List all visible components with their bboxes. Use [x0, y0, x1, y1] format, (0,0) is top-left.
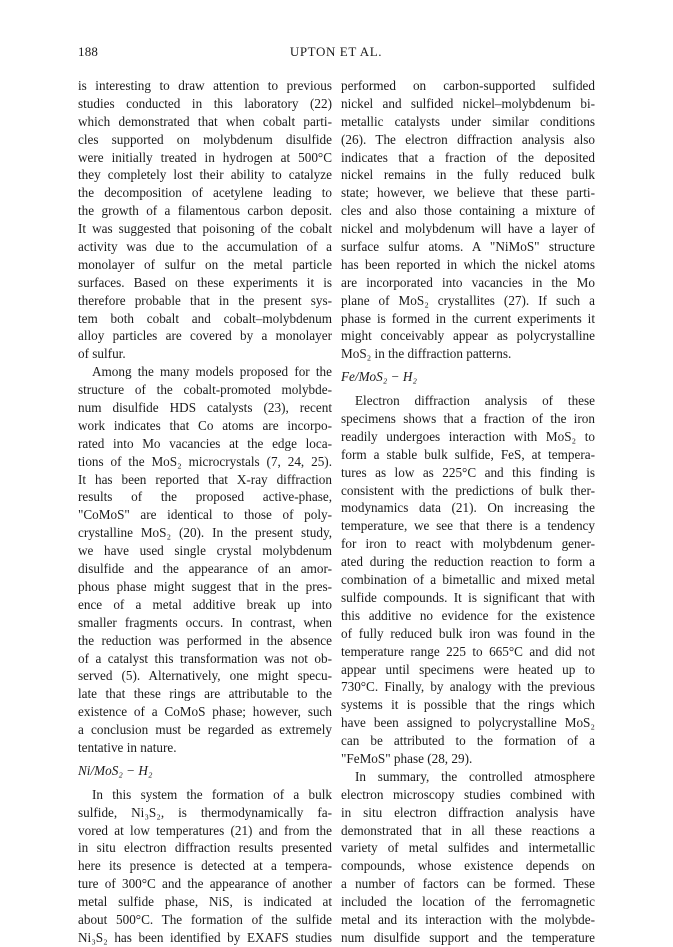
- text-line: of sulfur.: [78, 346, 126, 362]
- text-line: It was suggested that poisoning of the cobalt: [78, 221, 332, 237]
- text-line: metal sulfide phase, NiS, is indicated at: [78, 894, 332, 910]
- text-line: therefore probable that in the present sys-: [78, 292, 332, 308]
- section-heading-ni-mos2: Ni/MoS₂ − H₂: [78, 762, 153, 778]
- text-line: here its presence is detected at a tempera-: [78, 858, 332, 874]
- text-line: metallic catalysts under similar conditions: [341, 113, 595, 129]
- text-line: is interesting to draw attention to previous: [78, 78, 332, 93]
- text-line: electron microscopy studies combined with: [341, 786, 595, 802]
- text-line: served (5). Alternatively, one might specu-: [78, 668, 332, 684]
- text-line: about 500°C. The formation of the sulfide: [78, 911, 332, 927]
- text-line: metal and its interaction with the molybde-: [341, 911, 595, 927]
- text-line: a number of factors can be formed. These: [341, 876, 595, 892]
- text-line: ated during the reduction reaction to form a: [341, 554, 595, 570]
- text-line: which demonstrated that when cobalt parti-: [78, 113, 332, 129]
- text-line: are incorporated into vacancies in the Mo: [341, 274, 595, 290]
- paragraph: [78, 363, 332, 757]
- text-line: form a stable bulk sulfide, FeS, at tempera-: [341, 446, 595, 462]
- text-line: existence of a CoMoS phase; however, such: [78, 704, 332, 720]
- text-line: in situ electron diffraction analysis have: [341, 804, 595, 820]
- text-line: the decomposition of acetylene leading to: [78, 185, 332, 201]
- text-line: In summary, the controlled atmosphere: [355, 768, 595, 784]
- text-line: plane of MoS₂ crystallites (27). If such a: [341, 292, 595, 308]
- section-heading-fe-mos2: Fe/MoS₂ − H₂: [341, 369, 417, 385]
- text-line: vored at low temperatures (21) and from the: [78, 822, 332, 838]
- text-line: nickel and sulfided nickel–molybdenum bi-: [341, 95, 595, 111]
- text-line: has been reported in which the nickel atoms: [341, 256, 595, 272]
- paragraph: [341, 768, 595, 947]
- text-line: (26). The electron diffraction analysis also: [341, 131, 595, 147]
- text-line: a conclusion must be regarded as extremely: [78, 722, 332, 738]
- page-number: 188: [78, 44, 99, 59]
- text-line: cles supported on molybdenum disulfide: [78, 131, 332, 147]
- text-line: In this system the formation of a bulk: [92, 786, 332, 802]
- text-line: combination of a bimetallic and mixed metal: [341, 572, 595, 588]
- text-line: in situ electron diffraction results presented: [78, 840, 332, 856]
- text-line: can be attributed to the formation of a: [341, 733, 595, 749]
- text-line: disulfide and the appearance of an amor-: [78, 561, 332, 577]
- text-line: for iron to react with molybdenum gener-: [341, 536, 595, 552]
- text-line: modynamics data (21). On increasing the: [341, 500, 595, 516]
- text-line: sulfide, Ni₃S₂, is thermodynamically fa-: [78, 804, 332, 820]
- text-line: MoS₂ in the diffraction patterns.: [341, 346, 512, 362]
- text-line: cles and also those containing a mixture of: [341, 203, 595, 219]
- text-line: included the location of the ferromagnetic: [341, 894, 595, 910]
- text-line: were initially treated in hydrogen at 500°C: [78, 149, 332, 165]
- text-line: might conceivably appear as polycrystalline: [341, 328, 595, 344]
- text-line: smaller fragments occurs. In contrast, when: [78, 614, 332, 630]
- text-line: indicates that a fraction of the deposited: [341, 149, 595, 165]
- text-line: sulfide compounds. It is significant that with: [341, 589, 595, 605]
- text-line: specimens shows that a fraction of the iron: [341, 411, 595, 427]
- text-line: activity was due to the accumulation of a: [78, 239, 332, 255]
- text-line: late that these rings are attributable to the: [78, 686, 332, 702]
- text-line: tem both cobalt and cobalt–molybdenum: [78, 310, 332, 326]
- text-line: compounds, whose existence depends on: [341, 858, 595, 874]
- text-line: surfaces. Based on these experiments it is: [78, 274, 332, 290]
- text-line: rated into Mo vacancies at the edge loca-: [78, 435, 332, 451]
- text-line: appear until specimens were heated up to: [341, 661, 595, 677]
- text-line: surface sulfur atoms. A "NiMoS" structure: [341, 239, 595, 255]
- text-line: nickel remains in the fully reduced bulk: [341, 167, 595, 183]
- paragraph: [341, 392, 595, 768]
- text-line: tions of the MoS₂ microcrystals (7, 24, 25).: [78, 453, 332, 469]
- text-line: "FeMoS" phase (28, 29).: [341, 750, 473, 766]
- paragraph: [78, 786, 332, 947]
- text-line: alloy particles are covered by a monolayer: [78, 328, 332, 344]
- paragraph: [78, 77, 332, 363]
- text-line: have been assigned to polycrystalline MoS₂: [341, 715, 595, 731]
- text-line: crystalline MoS₂ (20). In the present study,: [78, 525, 332, 541]
- text-line: Electron diffraction analysis of these: [355, 393, 595, 409]
- text-line: tentative in nature.: [78, 739, 177, 755]
- text-line: of a catalyst this transformation was not ob-: [78, 650, 332, 666]
- left-column: [78, 77, 332, 947]
- text-line: this additive no evidence for the existence: [341, 607, 595, 623]
- text-line: num disulfide support and the temperature: [341, 929, 595, 945]
- text-line: nickel and molybdenum will have a layer of: [341, 221, 595, 237]
- text-line: phase is formed in the current experiments it: [341, 310, 595, 326]
- running-head: UPTON ET AL.: [289, 44, 383, 59]
- text-line: "CoMoS" are identical to those of poly-: [78, 507, 332, 523]
- text-line: ence of a metal additive break up into: [78, 596, 332, 612]
- text-line: we have used single crystal molybdenum: [78, 543, 332, 559]
- text-line: studies conducted in this laboratory (22): [78, 95, 332, 111]
- text-line: variety of metal sulfides and intermetallic: [341, 840, 595, 856]
- text-line: the reduction was performed in the absence: [78, 632, 332, 648]
- text-line: readily undergoes interaction with MoS₂ to: [341, 428, 595, 444]
- text-line: they completely lost their ability to catalyze: [78, 167, 332, 183]
- text-line: of fully reduced bulk iron was found in the: [341, 625, 595, 641]
- text-line: Among the many models proposed for the: [92, 364, 332, 380]
- text-line: temperature, we see that there is a tendency: [341, 518, 595, 534]
- text-line: temperature range 225 to 665°C and did not: [341, 643, 595, 659]
- text-line: work indicates that Co atoms are incorpo-: [78, 417, 332, 433]
- text-line: 730°C. Finally, by analogy with the previous: [341, 679, 595, 695]
- page-header: [78, 44, 594, 64]
- text-line: the growth of a filamentous carbon deposit.: [78, 203, 332, 219]
- text-line: num disulfide HDS catalysts (23), recent: [78, 400, 332, 416]
- text-line: It has been reported that X-ray diffraction: [78, 471, 332, 487]
- text-line: ture of 300°C and the appearance of another: [78, 876, 332, 892]
- paragraph: [341, 77, 595, 363]
- text-line: state; however, we believe that these parti-: [341, 185, 595, 201]
- right-column: [341, 77, 595, 947]
- text-line: Ni₃S₂ has been identified by EXAFS studies: [78, 929, 332, 945]
- text-line: tures as low as 225°C and this finding is: [341, 464, 595, 480]
- text-line: phous phase might suggest that in the pres-: [78, 578, 332, 594]
- text-line: consistent with the predictions of bulk ther-: [341, 482, 595, 498]
- text-line: demonstrated that in all these reactions a: [341, 822, 595, 838]
- text-line: systems it is possible that the rings which: [341, 697, 595, 713]
- text-line: monolayer of sulfur on the metal particle: [78, 256, 332, 272]
- text-line: structure of the cobalt-promoted molybde-: [78, 382, 332, 398]
- text-line: performed on carbon-supported sulfided: [341, 78, 595, 93]
- text-line: results of the proposed active-phase,: [78, 489, 332, 505]
